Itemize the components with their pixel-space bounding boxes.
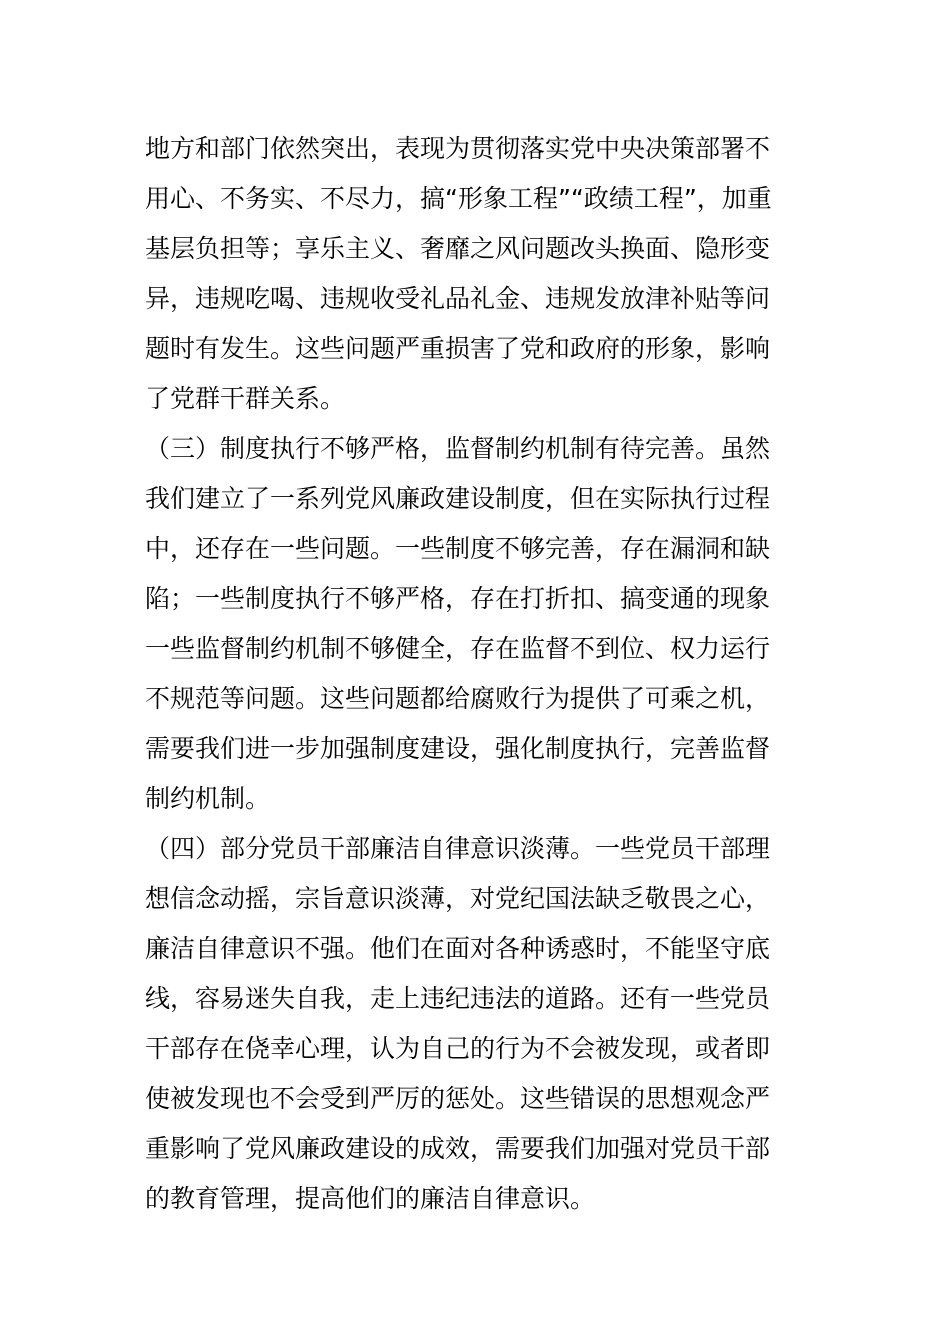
text-line: 陷；一些制度执行不够严格，存在打折扣、搞变通的现象 [145, 584, 771, 613]
text-line: 廉洁自律意识不强。他们在面对各种诱惑时，不能坚守底 [145, 934, 771, 963]
text-line: 中，还存在一些问题。一些制度不够完善，存在漏洞和缺 [145, 534, 771, 563]
document-body [145, 124, 810, 1224]
text-line: 题时有发生。这些问题严重损害了党和政府的形象，影响 [145, 334, 771, 363]
text-line: 我们建立了一系列党风廉政建设制度，但在实际执行过程 [145, 484, 771, 513]
text-line: 使被发现也不会受到严厉的惩处。这些错误的思想观念严 [145, 1084, 771, 1113]
text-line: 用心、不务实、不尽力，搞“形象工程”“政绩工程”，加重 [145, 184, 772, 213]
text-line: 基层负担等；享乐主义、奢靡之风问题改头换面、隐形变 [145, 234, 771, 263]
text-line: 地方和部门依然突出，表现为贯彻落实党中央决策部署不 [145, 134, 771, 163]
text-line: 的教育管理，提高他们的廉洁自律意识。 [145, 1184, 596, 1213]
text-line: 异，违规吃喝、违规收受礼品礼金、违规发放津补贴等问 [145, 284, 771, 313]
section-heading-line: （三）制度执行不够严格，监督制约机制有待完善。虽然 [145, 434, 771, 463]
text-line: 不规范等问题。这些问题都给腐败行为提供了可乘之机， [145, 684, 771, 713]
text-line: 了党群干群关系。 [145, 384, 346, 413]
text-line: 干部存在侥幸心理，认为自己的行为不会被发现，或者即 [145, 1034, 771, 1063]
text-line: 制约机制。 [145, 784, 271, 813]
text-line: 一些监督制约机制不够健全，存在监督不到位、权力运行 [145, 634, 771, 663]
text-line: 重影响了党风廉政建设的成效，需要我们加强对党员干部 [145, 1134, 771, 1163]
section-heading-line: （四）部分党员干部廉洁自律意识淡薄。一些党员干部理 [145, 834, 771, 863]
text-line: 想信念动摇，宗旨意识淡薄，对党纪国法缺乏敬畏之心， [145, 884, 771, 913]
text-line: 需要我们进一步加强制度建设，强化制度执行，完善监督 [145, 734, 771, 763]
text-line: 线，容易迷失自我，走上违纪违法的道路。还有一些党员 [145, 984, 771, 1013]
